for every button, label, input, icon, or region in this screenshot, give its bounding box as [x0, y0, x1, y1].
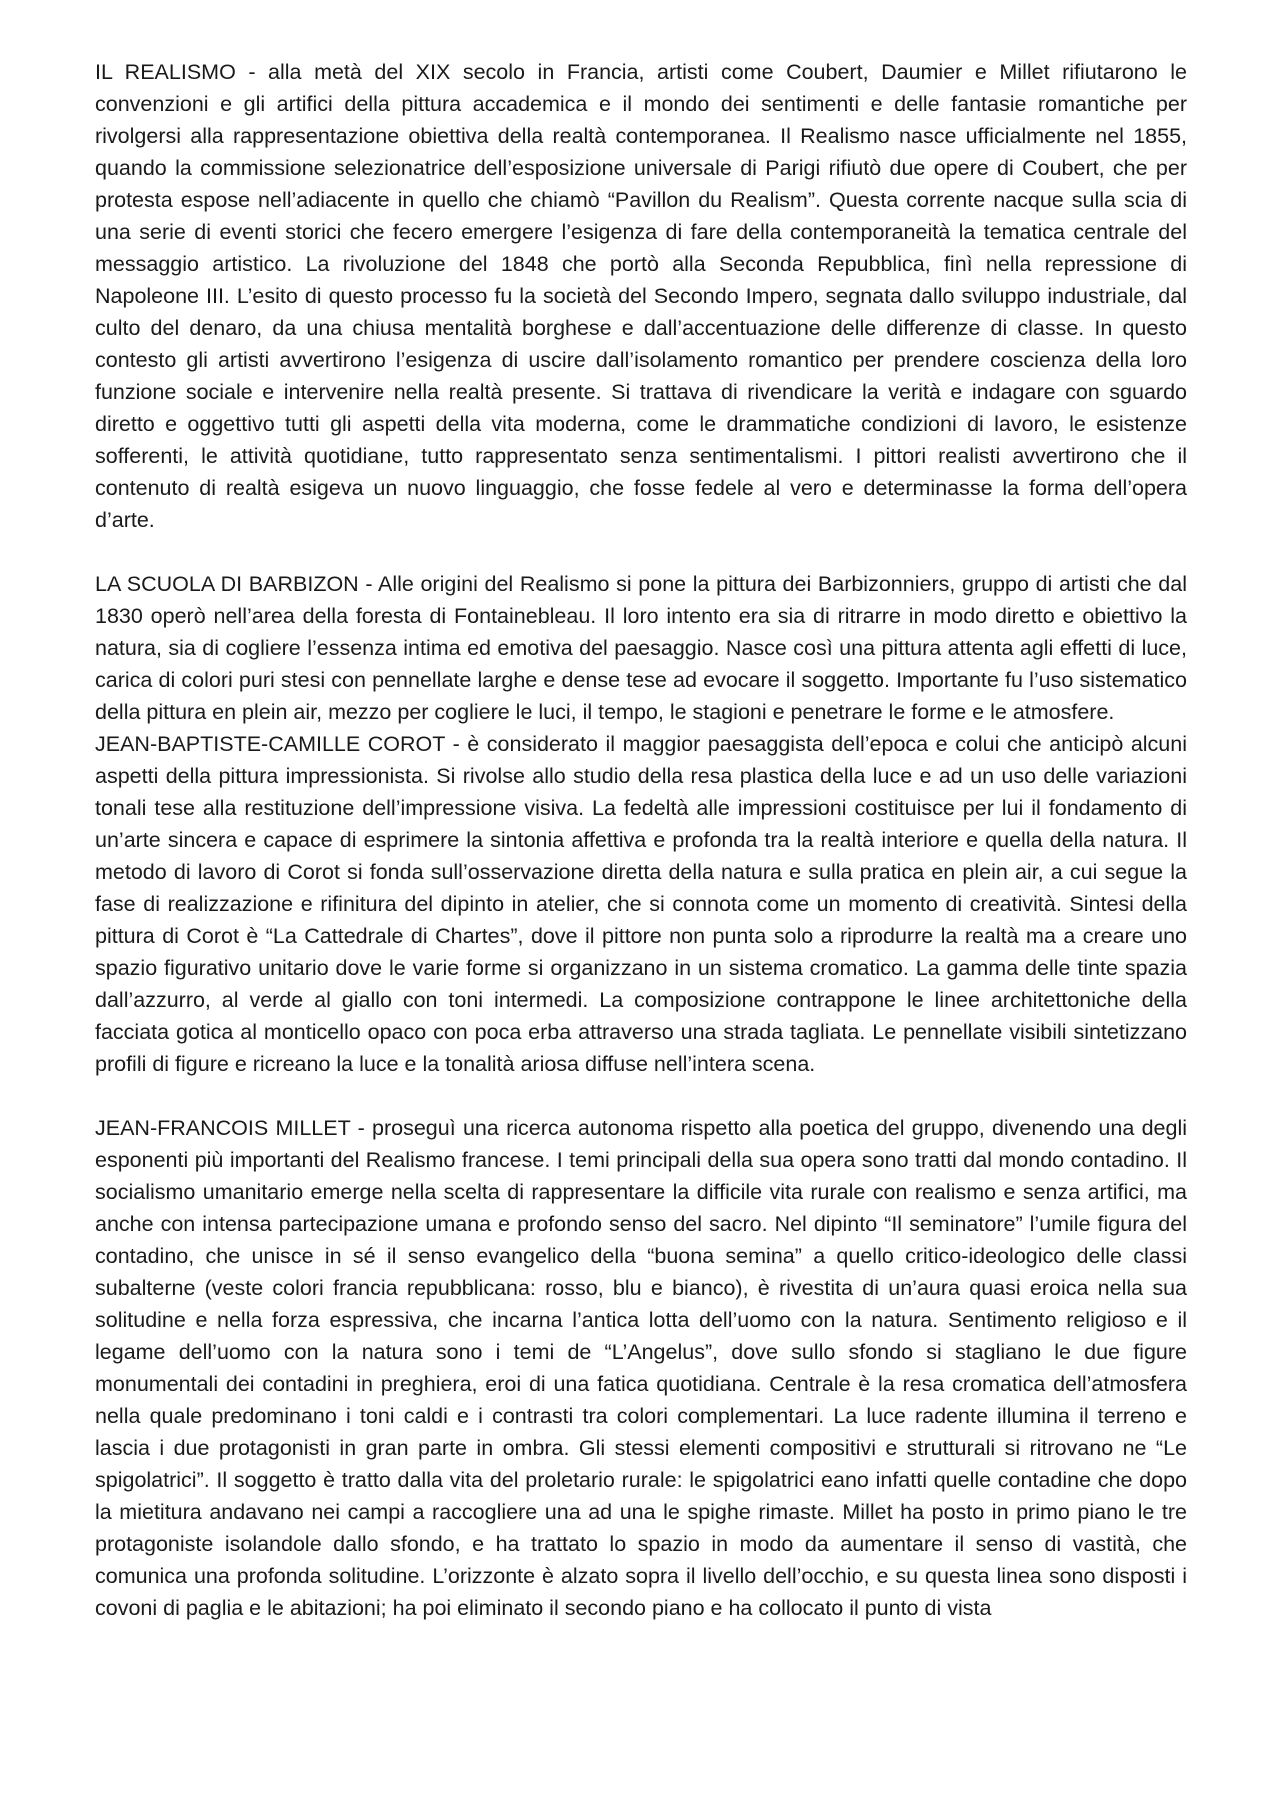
paragraph-spacer: [95, 536, 1187, 568]
paragraph-spacer: [95, 1080, 1187, 1112]
paragraph-realismo: IL REALISMO - alla metà del XIX secolo in Francia, artisti come Coubert, Daumier e Millet rifiutarono le convenzioni e gli artifici della pittura accademica e il mondo dei sentimenti e delle fantasie romantiche per rivolgersi alla rappresentazione obiettiva della realtà contemporanea. Il Realismo nasce ufficialmente nel 1855, quando la commissione selezionatrice dell’esposizione universale di Parigi rifiutò due opere di Coubert, che per protesta espose nell’adiacente in quello che chiamò “Pavillon du Realism”. Questa corrente nacque sulla scia di una serie di eventi storici che fecero emergere l’esigenza di fare della contemporaneità la tematica centrale del messaggio artistico. La rivoluzione del 1848 che portò alla Seconda Repubblica, finì nella repressione di Napoleone III. L’esito di questo processo fu la società del Secondo Impero, segnata dallo sviluppo industriale, dal culto del denaro, da una chiusa mentalità borghese e dall’accentuazione delle differenze di classe. In questo contesto gli artisti avvertirono l’esigenza di uscire dall’isolamento romantico per prendere coscienza della loro funzione sociale e intervenire nella realtà presente. Si trattava di rivendicare la verità e indagare con sguardo diretto e oggettivo tutti gli aspetti della vita moderna, come le drammatiche condizioni di lavoro, le esistenze sofferenti, le attività quotidiane, tutto rappresentato senza sentimentalismi. I pittori realisti avvertirono che il contenuto di realtà esigeva un nuovo linguaggio, che fosse fedele al vero e determinasse la forma dell’opera d’arte.: [95, 60, 1187, 532]
document-page: [95, 56, 1187, 1624]
paragraph-scuola-di-barbizon: LA SCUOLA DI BARBIZON - Alle origini del Realismo si pone la pittura dei Barbizonniers, gruppo di artisti che dal 1830 operò nell’area della foresta di Fontainebleau. Il loro intento era sia di ritrarre in modo diretto e obiettivo la natura, sia di cogliere l’essenza intima ed emotiva del paesaggio. Nasce così una pittura attenta agli effetti di luce, carica di colori puri stesi con pennellate larghe e dense tese ad evocare il soggetto. Importante fu l’uso sistematico della pittura en plein air, mezzo per cogliere le luci, il tempo, le stagioni e penetrare le forme e le atmosfere.: [95, 572, 1187, 724]
paragraph-millet: JEAN-FRANCOIS MILLET - proseguì una ricerca autonoma rispetto alla poetica del gruppo, divenendo una degli esponenti più importanti del Realismo francese. I temi principali della sua opera sono tratti dal mondo contadino. Il socialismo umanitario emerge nella scelta di rappresentare la difficile vita rurale con realismo e senza artifici, ma anche con intensa partecipazione umana e profondo senso del sacro. Nel dipinto “Il seminatore” l’umile figura del contadino, che unisce in sé il senso evangelico della “buona semina” a quello critico-ideologico delle classi subalterne (veste colori francia repubblicana: rosso, blu e bianco), è rivestita di un’aura quasi eroica nella sua solitudine e nella forza espressiva, che incarna l’antica lotta dell’uomo con la natura. Sentimento religioso e il legame dell’uomo con la natura sono i temi de “L’Angelus”, dove sullo sfondo si stagliano le due figure monumentali dei contadini in preghiera, eroi di una fatica quotidiana. Centrale è la resa cromatica dell’atmosfera nella quale predominano i toni caldi e i contrasti tra colori complementari. La luce radente illumina il terreno e lascia i due protagonisti in gran parte in ombra. Gli stessi elementi compositivi e strutturali si ritrovano ne “Le spigolatrici”. Il soggetto è tratto dalla vita del proletario rurale: le spigolatrici eano infatti quelle contadine che dopo la mietitura andavano nei campi a raccogliere una ad una le spighe rimaste. Millet ha posto in primo piano le tre protagoniste isolandole dallo sfondo, e ha trattato lo spazio in modo da aumentare il senso di vastità, che comunica una profonda solitudine. L’orizzonte è alzato sopra il livello dell’occhio, e su questa linea sono disposti i covoni di paglia e le abitazioni; ha poi eliminato il secondo piano e ha collocato il punto di vista: [95, 1116, 1187, 1620]
paragraph-corot: JEAN-BAPTISTE-CAMILLE COROT - è considerato il maggior paesaggista dell’epoca e colui che anticipò alcuni aspetti della pittura impressionista. Si rivolse allo studio della resa plastica della luce e ad un uso delle variazioni tonali tese alla restituzione dell’impressione visiva. La fedeltà alle impressioni costituisce per lui il fondamento di un’arte sincera e capace di esprimere la sintonia affettiva e profonda tra la realtà interiore e quella della natura. Il metodo di lavoro di Corot si fonda sull’osservazione diretta della natura e sulla pratica en plein air, a cui segue la fase di realizzazione e rifinitura del dipinto in atelier, che si connota come un momento di creatività. Sintesi della pittura di Corot è “La Cattedrale di Chartes”, dove il pittore non punta solo a riprodurre la realtà ma a creare uno spazio figurativo unitario dove le varie forme si organizzano in un sistema cromatico. La gamma delle tinte spazia dall’azzurro, al verde al giallo con toni intermedi. La composizione contrappone le linee architettoniche della facciata gotica al monticello opaco con poca erba attraverso una strada tagliata. Le pennellate visibili sintetizzano profili di figure e ricreano la luce e la tonalità ariosa diffuse nell’intera scena.: [95, 732, 1187, 1076]
